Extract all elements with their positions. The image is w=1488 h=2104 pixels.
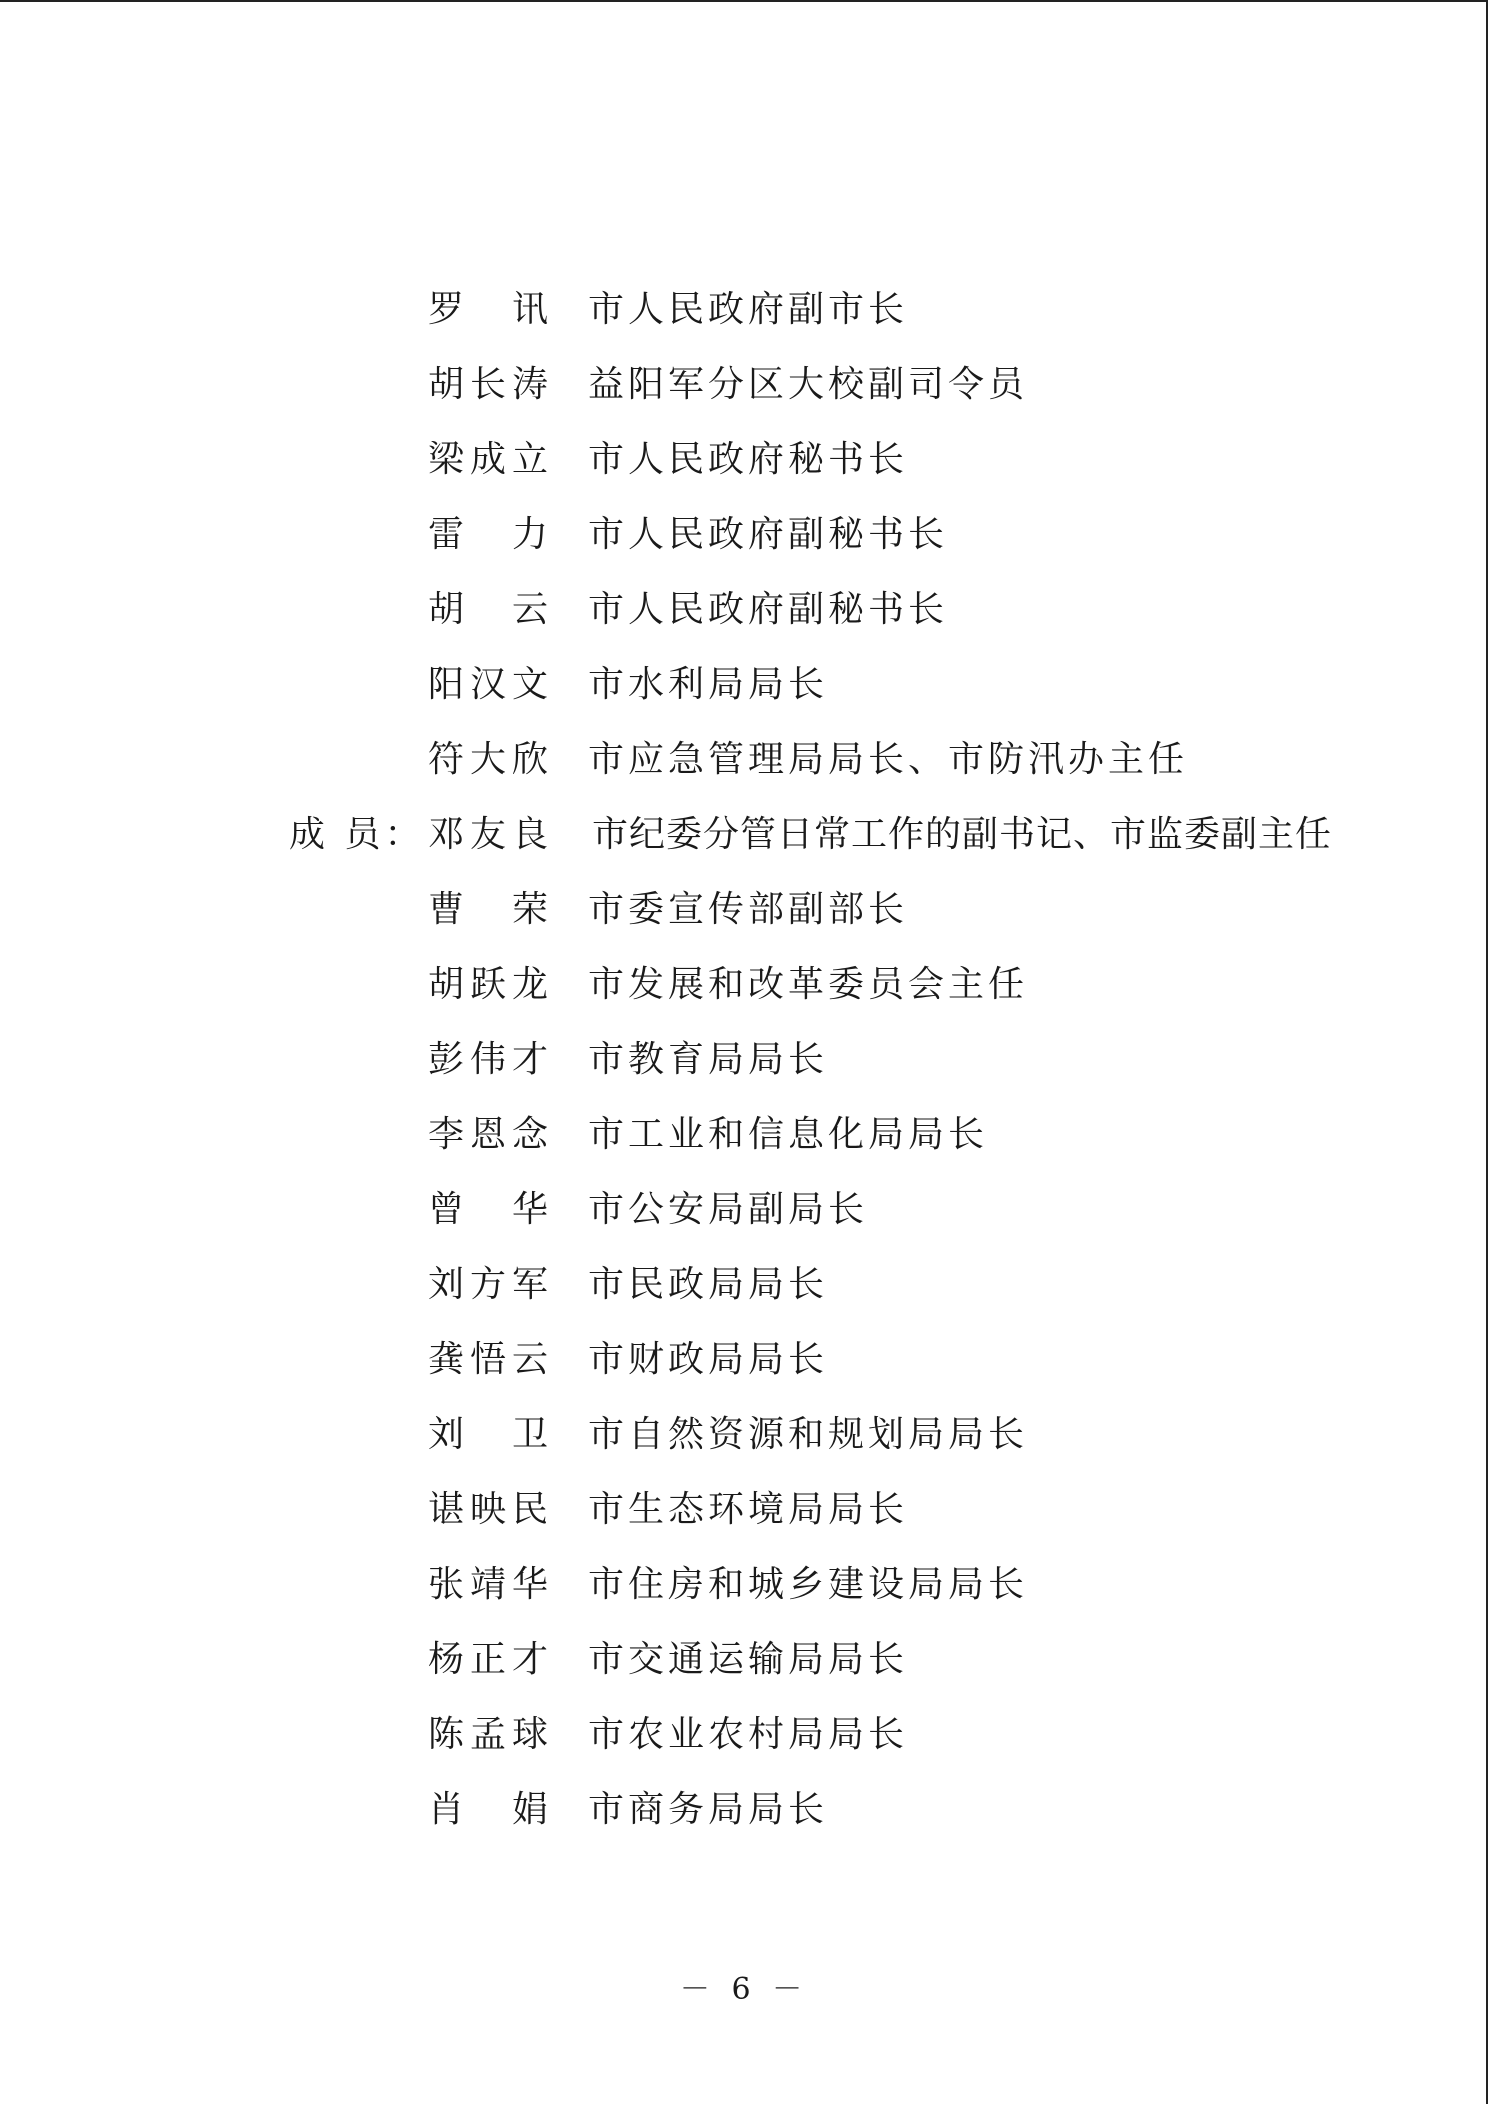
roster-row <box>0 655 1488 715</box>
person-name: 胡 云 <box>428 589 548 630</box>
person-name: 谌映民 <box>428 1489 548 1530</box>
person-name: 杨正才 <box>428 1639 548 1680</box>
person-name: 阳汉文 <box>428 664 548 705</box>
person-title: 市农业农村局局长 <box>588 1714 909 1755</box>
roster-row <box>0 580 1488 640</box>
members-label: 成 员： <box>289 814 425 855</box>
person-name: 陈孟球 <box>428 1714 548 1755</box>
person-title: 市教育局局长 <box>588 1039 829 1080</box>
person-name: 胡长涛 <box>428 364 548 405</box>
person-name: 彭伟才 <box>428 1039 548 1080</box>
person-name: 张靖华 <box>428 1564 548 1605</box>
person-title: 益阳军分区大校副司令员 <box>588 364 1029 405</box>
roster-row <box>0 1705 1488 1765</box>
person-title: 市民政局局长 <box>588 1264 829 1305</box>
roster-row <box>0 1180 1488 1240</box>
person-name: 曾 华 <box>428 1189 548 1230</box>
person-name: 曹 荣 <box>428 889 548 930</box>
person-title: 市财政局局长 <box>588 1339 829 1380</box>
roster-row <box>0 1555 1488 1615</box>
roster-row <box>0 1780 1488 1840</box>
person-title: 市生态环境局局长 <box>588 1489 909 1530</box>
roster-row <box>0 1405 1488 1465</box>
person-title: 市发展和改革委员会主任 <box>588 964 1029 1005</box>
person-title: 市纪委分管日常工作的副书记、市监委副主任 <box>592 814 1333 855</box>
person-title: 市人民政府秘书长 <box>588 439 909 480</box>
roster-row-members <box>0 805 1488 865</box>
roster-row <box>0 1030 1488 1090</box>
person-title: 市商务局局长 <box>588 1789 829 1830</box>
person-name: 刘 卫 <box>428 1414 548 1455</box>
roster-row <box>0 280 1488 340</box>
person-title: 市水利局局长 <box>588 664 829 705</box>
person-title: 市住房和城乡建设局局长 <box>588 1564 1029 1605</box>
person-title: 市交通运输局局长 <box>588 1639 909 1680</box>
person-title: 市公安局副局长 <box>588 1189 869 1230</box>
roster-row <box>0 730 1488 790</box>
person-title: 市自然资源和规划局局长 <box>588 1414 1029 1455</box>
roster-row <box>0 955 1488 1015</box>
person-name: 胡跃龙 <box>428 964 548 1005</box>
roster-row <box>0 880 1488 940</box>
person-name: 邓友良 <box>428 814 548 855</box>
roster-row <box>0 1630 1488 1690</box>
page-number: － 6 － <box>679 1972 809 2007</box>
person-name: 李恩念 <box>428 1114 548 1155</box>
person-title: 市工业和信息化局局长 <box>588 1114 989 1155</box>
person-name: 符大欣 <box>428 739 548 780</box>
roster-row <box>0 1330 1488 1390</box>
person-title: 市人民政府副市长 <box>588 289 909 330</box>
roster-row <box>0 1105 1488 1165</box>
person-name: 刘方军 <box>428 1264 548 1305</box>
roster-row <box>0 430 1488 490</box>
person-name: 雷 力 <box>428 514 548 555</box>
person-name: 肖 娟 <box>428 1789 548 1830</box>
roster-row <box>0 1255 1488 1315</box>
roster-row <box>0 355 1488 415</box>
person-title: 市应急管理局局长、市防汛办主任 <box>588 739 1189 780</box>
person-name: 梁成立 <box>428 439 548 480</box>
person-title: 市人民政府副秘书长 <box>588 589 949 630</box>
roster-row <box>0 505 1488 565</box>
person-name: 罗 讯 <box>428 289 548 330</box>
person-name: 龚悟云 <box>428 1339 548 1380</box>
roster-row <box>0 1480 1488 1540</box>
person-title: 市人民政府副秘书长 <box>588 514 949 555</box>
person-title: 市委宣传部副部长 <box>588 889 909 930</box>
